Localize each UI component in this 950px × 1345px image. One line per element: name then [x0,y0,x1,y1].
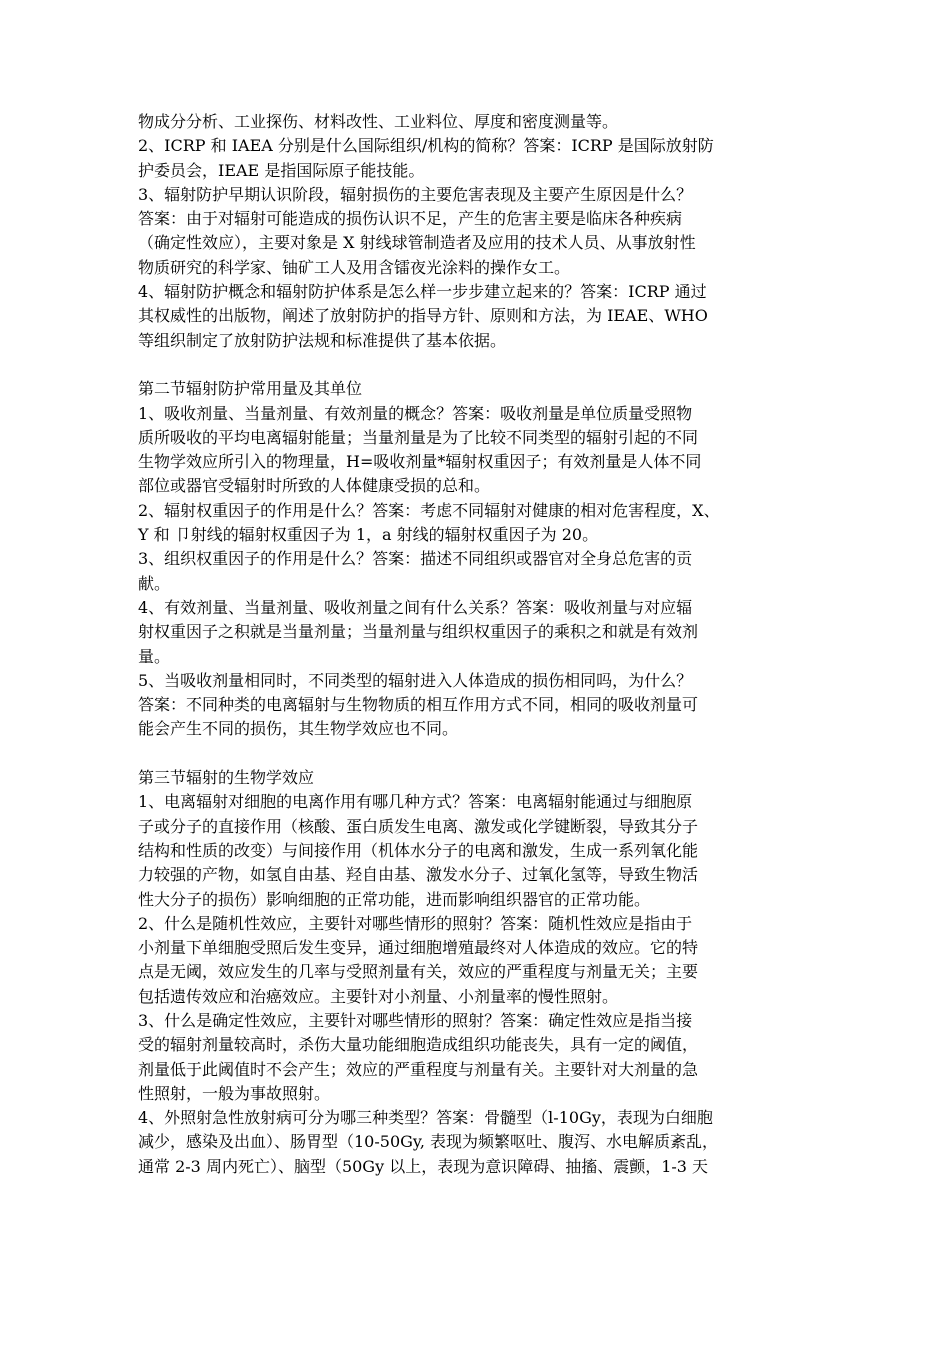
text-line: 射权重因子之积就是当量剂量；当量剂量与组织权重因子的乘积之和就是有效剂 [138,622,699,642]
text-line: 生物学效应所引入的物理量，H=吸收剂量*辐射权重因子；有效剂量是人体不同 [138,452,702,472]
text-line: 1、吸收剂量、当量剂量、有效剂量的概念？答案：吸收剂量是单位质量受照物 [138,403,693,423]
text-line: 子或分子的直接作用（核酸、蛋白质发生电离、激发或化学键断裂，导致其分子 [138,816,699,836]
text-line: 护委员会，IEAE 是指国际原子能技能。 [138,160,425,180]
text-line: 小剂量下单细胞受照后发生变异，通过细胞增殖最终对人体造成的效应。它的特 [138,938,699,958]
text-line: 3、什么是确定性效应，主要针对哪些情形的照射？答案：确定性效应是指当接 [138,1010,693,1030]
paragraph-spacer [138,742,822,766]
text-line: 答案：不同种类的电离辐射与生物物质的相互作用方式不同，相同的吸收剂量可 [138,695,699,715]
text-line: 量。 [138,646,171,666]
text-line: 物成分分析、工业探伤、材料改性、工业料位、厚度和密度测量等。 [138,112,619,131]
text-line: 等组织制定了放射防护法规和标准提供了基本依据。 [138,330,507,350]
text-line: 力较强的产物，如氢自由基、羟自由基、激发水分子、过氧化氢等，导致生物活 [138,865,699,885]
text-line: 3、辐射防护早期认识阶段，辐射损伤的主要危害表现及主要产生原因是什么？ [138,184,693,204]
text-line: 质所吸收的平均电离辐射能量；当量剂量是为了比较不同类型的辐射引起的不同 [138,427,699,447]
section-heading: 第三节辐射的生物学效应 [138,768,315,788]
paragraph-spacer [138,353,822,377]
section-intro [138,110,822,353]
text-line: 1、电离辐射对细胞的电离作用有哪几种方式？答案：电离辐射能通过与细胞原 [138,792,693,812]
text-line: 包括遗传效应和治癌效应。主要针对小剂量、小剂量率的慢性照射。 [138,986,619,1006]
text-line: 4、外照射急性放射病可分为哪三种类型？答案：骨髓型（l-10Gy，表现为白细胞 [138,1108,713,1128]
text-line: 物质研究的科学家、铀矿工人及用含镭夜光涂料的操作女工。 [138,257,571,277]
text-line: 4、辐射防护概念和辐射防护体系是怎么样一步步建立起来的？答案：ICRP 通过 [138,282,707,302]
text-line: 4、有效剂量、当量剂量、吸收剂量之间有什么关系？答案：吸收剂量与对应辐 [138,597,693,617]
text-line: 2、ICRP 和 IAEA 分别是什么国际组织/机构的简称？答案：ICRP 是国际放射防 [138,136,714,156]
text-line: 点是无阈，效应发生的几率与受照剂量有关，效应的严重程度与剂量无关；主要 [138,962,699,982]
text-line: 献。 [138,573,171,593]
section-heading: 第二节辐射防护常用量及其单位 [138,379,363,399]
text-line: 受的辐射剂量较高时，杀伤大量功能细胞造成组织功能丧失，具有一定的阈值， [138,1035,699,1055]
text-line: 部位或器官受辐射时所致的人体健康受损的总和。 [138,476,491,496]
text-line: 减少，感染及出血）、肠胃型（10-50Gy, 表现为频繁呕吐、腹泻、水电解质紊乱， [138,1132,718,1152]
text-line: 5、当吸收剂量相同时，不同类型的辐射进入人体造成的损伤相同吗，为什么？ [138,670,693,690]
section-3 [138,766,822,1179]
document-page [138,110,822,1179]
text-line: 性照射，一般为事故照射。 [138,1083,331,1103]
section-2 [138,377,822,741]
text-line: （确定性效应），主要对象是 X 射线球管制造者及应用的技术人员、从事放射性 [138,233,696,253]
text-line: 通常 2-3 周内死亡）、脑型（50Gy 以上，表现为意识障碍、抽搐、震颤，1-3 天 [138,1156,709,1176]
text-line: 3、组织权重因子的作用是什么？答案：描述不同组织或器官对全身总危害的贡 [138,549,693,569]
text-line: Y 和 卩射线的辐射权重因子为 1，a 射线的辐射权重因子为 20。 [138,525,599,545]
text-line: 性大分子的损伤）影响细胞的正常功能，进而影响组织器官的正常功能。 [138,889,651,909]
text-line: 其权威性的出版物，阐述了放射防护的指导方针、原则和方法，为 IEAE、WHO [138,306,708,326]
text-line: 答案：由于对辐射可能造成的损伤认识不足，产生的危害主要是临床各种疾病 [138,209,683,229]
text-line: 能会产生不同的损伤，其生物学效应也不同。 [138,719,459,739]
text-line: 2、什么是随机性效应，主要针对哪些情形的照射？答案：随机性效应是指由于 [138,913,693,933]
text-line: 结构和性质的改变）与间接作用（机体水分子的电离和激发，生成一系列氧化能 [138,840,699,860]
text-line: 剂量低于此阈值时不会产生；效应的严重程度与剂量有关。主要针对大剂量的急 [138,1059,699,1079]
text-line: 2、辐射权重因子的作用是什么？答案：考虑不同辐射对健康的相对危害程度，X、 [138,500,720,520]
